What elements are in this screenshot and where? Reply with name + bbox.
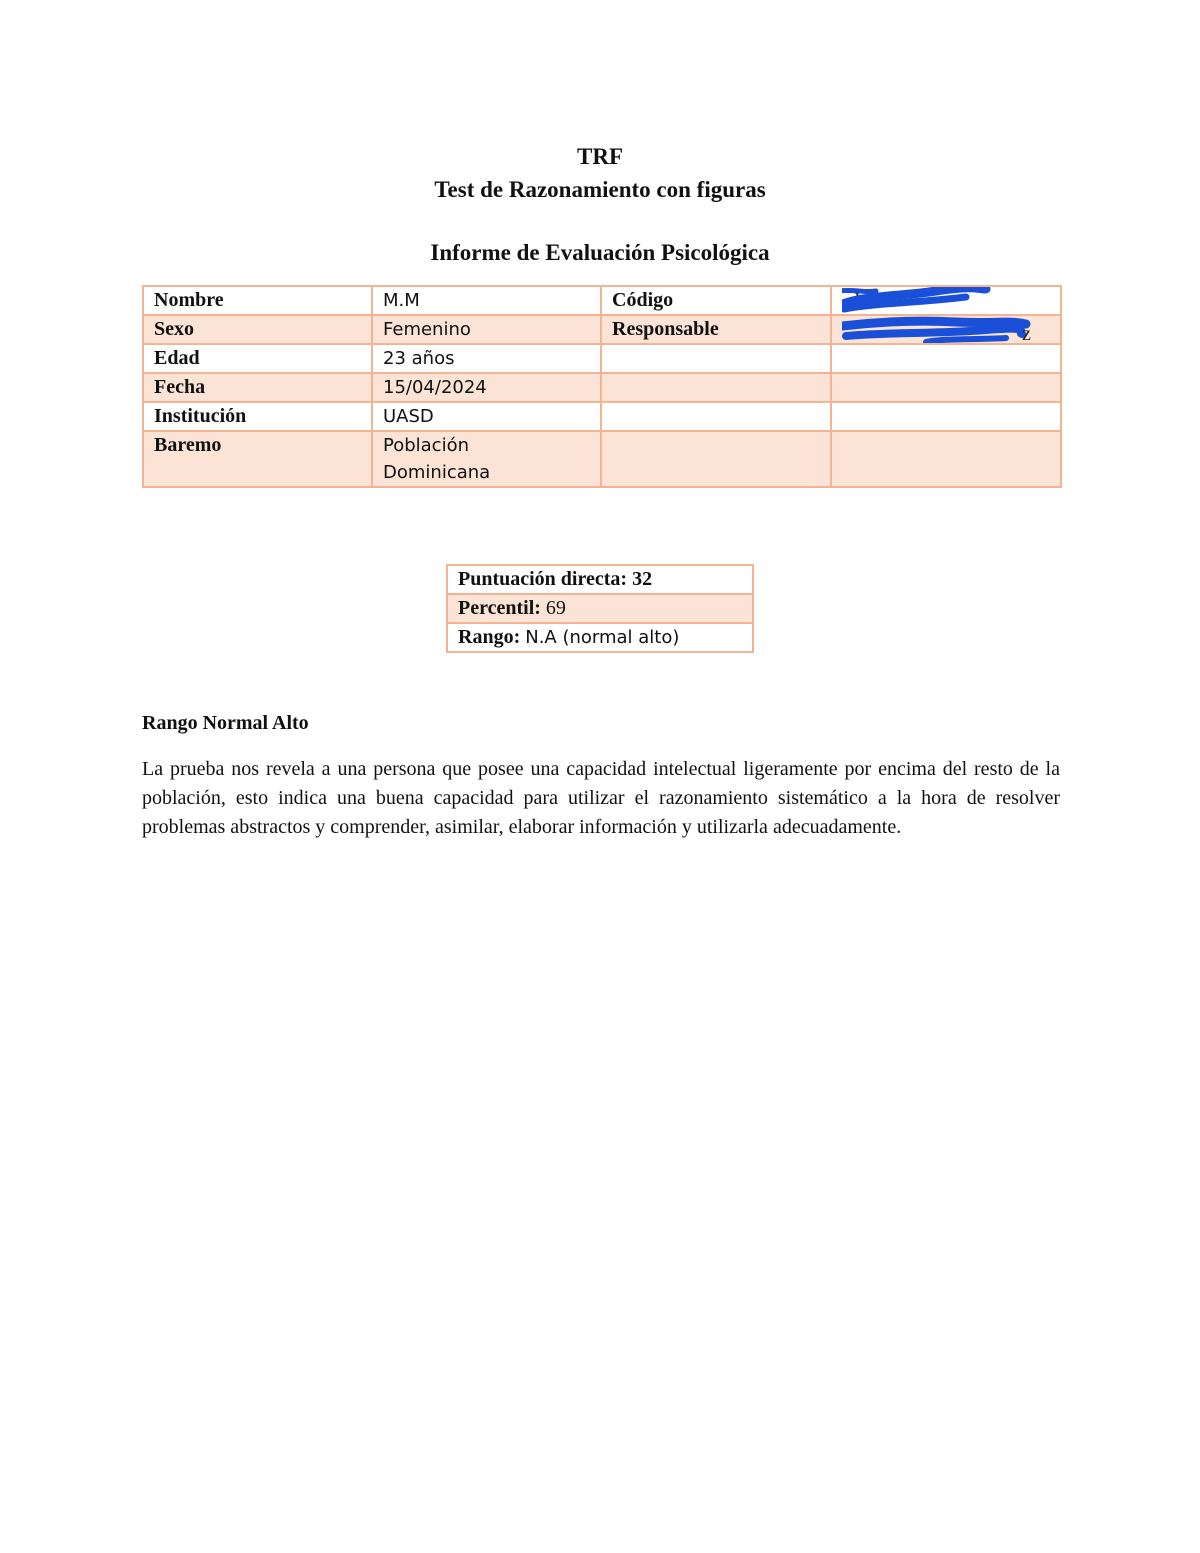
label-baremo: Baremo [143, 431, 372, 487]
value-baremo-line1: Población [383, 435, 470, 456]
value-nombre: M.M [372, 286, 601, 315]
empty-cell [831, 402, 1061, 431]
value-edad: 23 años [372, 344, 601, 373]
percentile-value: 69 [545, 597, 566, 619]
score-table [446, 564, 754, 653]
value-baremo [372, 431, 601, 487]
score-cell-direct [447, 565, 753, 594]
value-fecha: 15/04/2024 [372, 373, 601, 402]
value-sexo: Femenino [372, 315, 601, 344]
info-row-institucion [143, 402, 1061, 431]
direct-score-value: 32 [632, 568, 653, 590]
label-sexo: Sexo [143, 315, 372, 344]
percentile-label: Percentil: [458, 597, 541, 619]
empty-cell [601, 402, 831, 431]
redaction-mark [842, 316, 1060, 343]
label-fecha: Fecha [143, 373, 372, 402]
empty-cell [601, 373, 831, 402]
interpretation-text: La prueba nos revela a una persona que posee una capacidad intelectual ligeramente por encima del resto de la población, esto indica una buena capacidad para utilizar el razonamiento sistemático a la hora de resolver problemas abstractos y comprender, asimilar, elaborar información y utilizarla adecuadamente. [142, 758, 1060, 838]
info-row-nombre [143, 286, 1061, 315]
score-row-range [447, 623, 753, 652]
interpretation-heading: Rango Normal Alto [142, 712, 309, 734]
empty-cell [831, 431, 1061, 487]
score-cell-range [447, 623, 753, 652]
info-table [142, 285, 1062, 488]
direct-score-label: Puntuación directa: [458, 568, 628, 590]
info-row-edad [143, 344, 1061, 373]
score-row-percentile [447, 594, 753, 623]
empty-cell [601, 431, 831, 487]
score-row-direct [447, 565, 753, 594]
label-nombre: Nombre [143, 286, 372, 315]
report-title: Informe de Evaluación Psicológica [430, 240, 770, 265]
label-edad: Edad [143, 344, 372, 373]
value-responsable-redacted [831, 315, 1061, 344]
svg-text:z: z [1022, 323, 1031, 345]
label-responsable: Responsable [601, 315, 831, 344]
score-cell-percentile [447, 594, 753, 623]
range-value: N.A (normal alto) [525, 627, 680, 648]
value-baremo-line2: Dominicana [383, 462, 491, 483]
value-institucion: UASD [372, 402, 601, 431]
value-codigo-redacted [831, 286, 1061, 315]
empty-cell [601, 344, 831, 373]
test-acronym: TRF [577, 144, 623, 169]
empty-cell [831, 344, 1061, 373]
label-institucion: Institución [143, 402, 372, 431]
range-label: Rango: [458, 626, 521, 648]
info-row-fecha [143, 373, 1061, 402]
label-codigo: Código [601, 286, 831, 315]
info-row-sexo [143, 315, 1061, 344]
empty-cell [831, 373, 1061, 402]
test-name: Test de Razonamiento con figuras [434, 177, 766, 202]
info-row-baremo [143, 431, 1061, 487]
redaction-mark: Ir [842, 287, 1060, 314]
